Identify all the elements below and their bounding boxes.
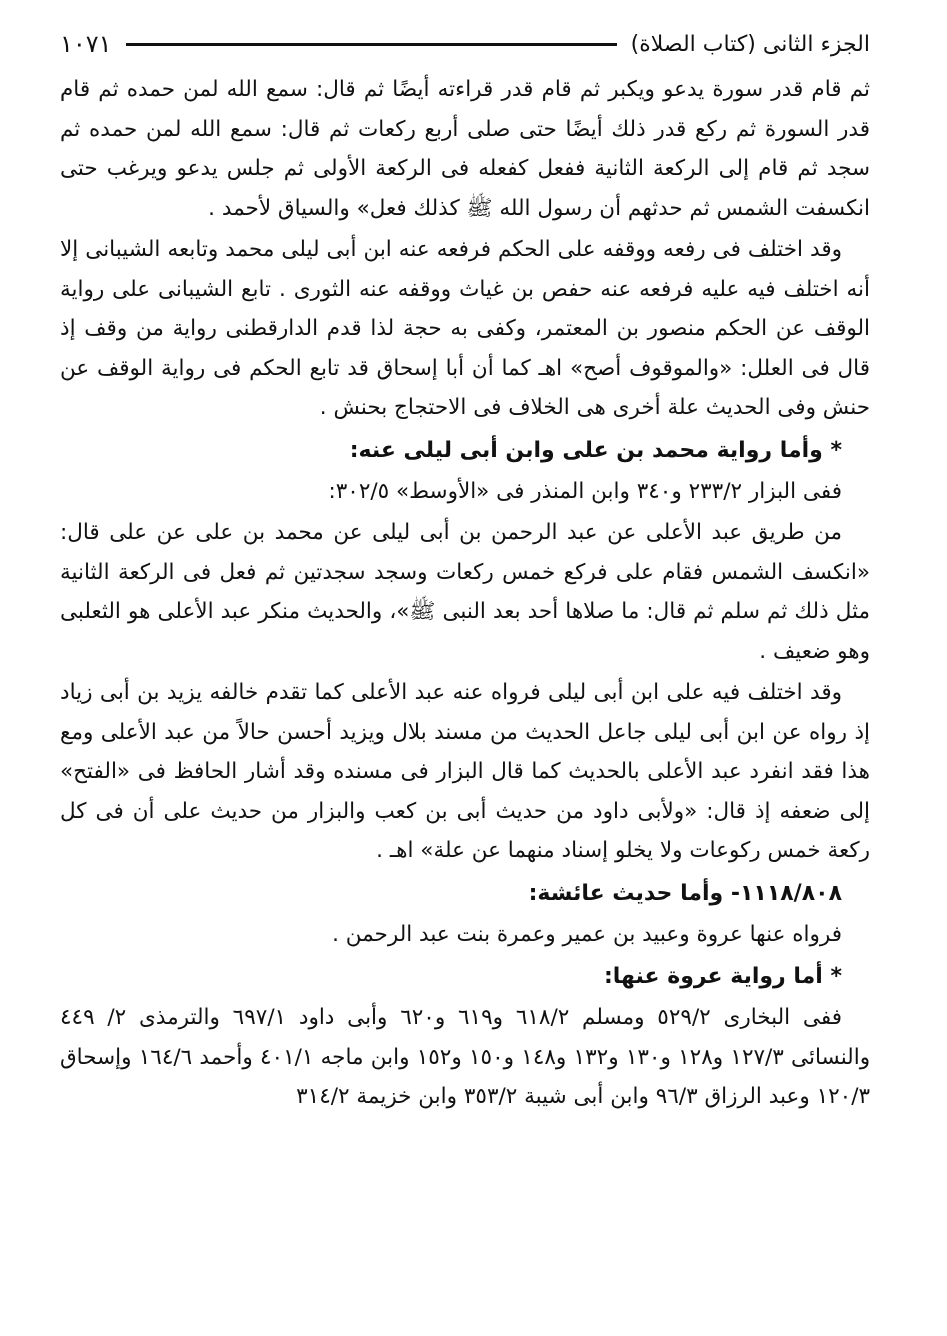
header-rule bbox=[126, 43, 617, 46]
section-heading-text: ١١١٨/٨٠٨- وأما حديث عائشة: bbox=[528, 880, 842, 906]
book-page bbox=[60, 22, 870, 1119]
paragraph-ibn-abi-layla-ikhtilaf: وقد اختلف فيه على ابن أبى ليلى فرواه عنه عبد الأعلى كما تقدم خالفه يزيد بن أبى زياد إذ رواه عن ابن أبى ليلى جاعل الحديث من مسند بلال ويزيد أحسن حالاً من عبد الأعلى ومع هذا فقد انفرد عبد الأعلى بالحديث كما قال البزار فى مسنده وقد أشار الحافظ فى «الفتح» إلى ضعفه إذ قال: «ولأبى داود من حديث أبى بن كعب والبزار من حديث على أن فى كل ركعة خمس ركوعات ولا يخلو إسناد منهما عن علة» اهـ . bbox=[60, 680, 870, 863]
paragraph-ikhtilaf-hakam: وقد اختلف فى رفعه ووقفه على الحكم فرفعه عنه ابن أبى ليلى محمد وتابعه الشيبانى إلا أنه اختلف فيه عليه فرفعه عنه حفص بن غياث ووقفه عنه الثورى . تابع الشيبانى على رواية الوقف عن الحكم منصور بن المعتمر، وكفى به حجة لذا قدم الدارقطنى رواية من وقف إذ قال فى العلل: «والموقوف أصح» اهـ كما أن أبا إسحاق قد تابع الحكم فى رواية الوقف عن حنش وفى الحديث علة أخرى هى الخلاف فى الاحتجاج بحنش . bbox=[60, 237, 870, 420]
paragraph-continuation: ثم قام قدر سورة يدعو ويكبر ثم قام قدر قراءته أيضًا ثم قال: سمع الله لمن حمده ثم قام قدر السورة ثم ركع قدر ذلك أيضًا حتى صلى أربع ركعات ثم قال: سمع الله لمن حمده ثم سجد ثم قام إلى الركعة الثانية ففعل كفعله فى الركعة الأولى ثم جلس يدعو ويرغب حتى انكسفت الشمس ثم حدثهم أن رسول الله ﷺ كذلك فعل» والسياق لأحمد . bbox=[60, 77, 870, 221]
paragraph-abd-alala-hadith: من طريق عبد الأعلى عن عبد الرحمن بن أبى ليلى عن محمد بن على عن على قال: «انكسف الشمس فقام على فركع خمس ركعات وسجد سجدتين ثم فعل فى الركعة الثانية مثل ذلك ثم سلم ثم قال: ما صلاها أحد بعد النبى ﷺ»، والحديث منكر عبد الأعلى هو الثعلبى وهو ضعيف . bbox=[60, 520, 870, 664]
section-heading-aisha bbox=[60, 873, 870, 915]
paragraph-urwa-references: ففى البخارى ٥٢٩/٢ ومسلم ٦١٨/٢ و٦١٩ و٦٢٠ وأبى داود ٦٩٧/١ والترمذى ٢/ ٤٤٩ والنسائى ١٢٧/٣ و١٢٨ و١٣٠ و١٣٢ و١٤٨ و١٥٠ و١٥٢ وابن ماجه ٤٠١/١ وأحمد ١٦٤/٦ وإسحاق ١٢٠/٣ وعبد الرزاق ٩٦/٣ وابن أبى شيبة ٣٥٣/٢ وابن خزيمة ٣١٤/٢ bbox=[60, 1005, 871, 1109]
section-heading-text: وأما رواية محمد بن على وابن أبى ليلى عنه: bbox=[349, 437, 823, 463]
section-heading-muhammad-ibn-ali bbox=[60, 430, 870, 472]
paragraph-bazzar-ref: ففى البزار ٢٣٣/٢ و٣٤٠ وابن المنذر فى «الأوسط» ٣٠٢/٥: bbox=[328, 478, 842, 504]
paragraph-aisha-narrators: فرواه عنها عروة وعبيد بن عمير وعمرة بنت عبد الرحمن . bbox=[332, 921, 842, 947]
section-heading-text: أما رواية عروة عنها: bbox=[603, 964, 823, 989]
bullet-star: * bbox=[830, 964, 842, 989]
page-number: ١٠٧١ bbox=[60, 30, 112, 58]
bullet-star: * bbox=[830, 437, 842, 463]
section-heading-urwa bbox=[60, 956, 870, 998]
running-header bbox=[60, 22, 870, 66]
body-text bbox=[60, 70, 870, 1117]
running-header-title: الجزء الثانى (كتاب الصلاة) bbox=[630, 31, 870, 57]
